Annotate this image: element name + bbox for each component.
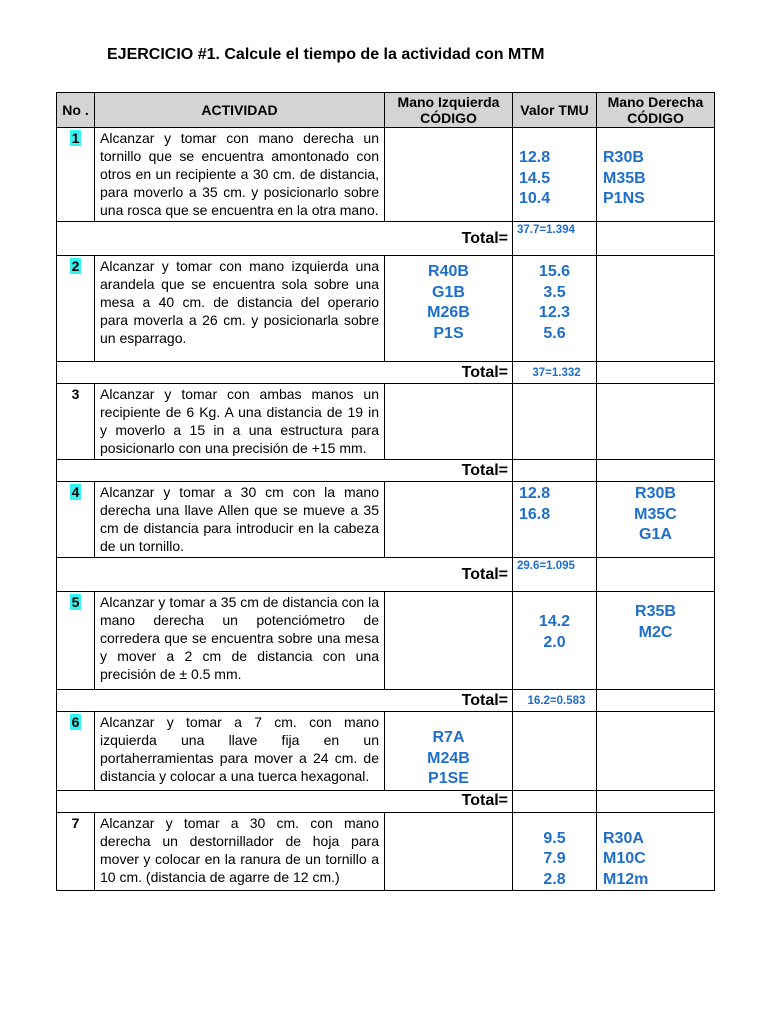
activity-text: Alcanzar y tomar a 30 cm con la mano derecha una llave Allen que se mueve a 35 cm de distancia para introducir en la cabeza de un tornillo. bbox=[95, 482, 385, 558]
table-row bbox=[57, 712, 715, 791]
row-number: 5 bbox=[57, 592, 95, 690]
header-actividad: ACTIVIDAD bbox=[95, 93, 385, 128]
total-value: 37.7=1.394 bbox=[513, 222, 597, 256]
left-hand-codes bbox=[385, 482, 513, 558]
right-hand-codes: R30B M35C G1A bbox=[597, 482, 715, 558]
total-row bbox=[57, 558, 715, 592]
header-mano-derecha: Mano Derecha CÓDIGO bbox=[597, 93, 715, 128]
page-title: EJERCICIO #1. Calcule el tiempo de la actividad con MTM bbox=[107, 46, 545, 63]
right-hand-codes: R30A M10C M12m bbox=[597, 812, 715, 891]
row-number: 2 bbox=[57, 256, 95, 362]
total-label: Total= bbox=[57, 362, 513, 384]
total-value: 29.6=1.095 bbox=[513, 558, 597, 592]
right-hand-codes bbox=[597, 712, 715, 791]
table-row bbox=[57, 128, 715, 222]
table-row bbox=[57, 384, 715, 460]
left-hand-codes: R40B G1B M26B P1S bbox=[385, 256, 513, 362]
table-row bbox=[57, 592, 715, 690]
tmu-values: 9.5 7.9 2.8 bbox=[513, 812, 597, 891]
activity-text: Alcanzar y tomar con mano izquierda una arandela que se encuentra sola sobre una mesa a 40 cm. de distancia del operario para moverla a 26 cm. y posicionarla sobre un esparrago. bbox=[95, 256, 385, 362]
row-number: 4 bbox=[57, 482, 95, 558]
table-row bbox=[57, 482, 715, 558]
total-row bbox=[57, 790, 715, 812]
total-value bbox=[513, 460, 597, 482]
total-label: Total= bbox=[57, 790, 513, 812]
row-number: 6 bbox=[57, 712, 95, 791]
total-label: Total= bbox=[57, 690, 513, 712]
total-row bbox=[57, 222, 715, 256]
table-row bbox=[57, 256, 715, 362]
total-value: 16.2=0.583 bbox=[513, 690, 597, 712]
header-row bbox=[57, 93, 715, 128]
right-hand-codes bbox=[597, 256, 715, 362]
mtm-table bbox=[56, 92, 715, 891]
tmu-values: 12.8 16.8 bbox=[513, 482, 597, 558]
total-row bbox=[57, 460, 715, 482]
right-hand-codes: R30B M35B P1NS bbox=[597, 128, 715, 222]
tmu-values bbox=[513, 712, 597, 791]
left-hand-codes: R7A M24B P1SE bbox=[385, 712, 513, 791]
left-hand-codes bbox=[385, 384, 513, 460]
tmu-values: 14.2 2.0 bbox=[513, 592, 597, 690]
right-hand-codes: R35B M2C bbox=[597, 592, 715, 690]
total-label: Total= bbox=[57, 460, 513, 482]
total-label: Total= bbox=[57, 222, 513, 256]
row-number: 7 bbox=[57, 812, 95, 891]
activity-text: Alcanzar y tomar a 30 cm. con mano derecha un destornillador de hoja para mover y colocar en la ranura de un tornillo a 10 cm. (distancia de agarre de 12 cm.) bbox=[95, 812, 385, 891]
header-valor-tmu: Valor TMU bbox=[513, 93, 597, 128]
activity-text: Alcanzar y tomar a 35 cm de distancia con la mano derecha un potenciómetro de corredera que se encuentra sobre una mesa y mover a 2 cm de distancia con una precisión de ± 0.5 mm. bbox=[95, 592, 385, 690]
right-hand-codes bbox=[597, 384, 715, 460]
total-label: Total= bbox=[57, 558, 513, 592]
activity-text: Alcanzar y tomar con mano derecha un tornillo que se encuentra amontonado con otros en un recipiente a 30 cm. de distancia, para moverlo a 35 cm. y posicionarlo sobre una rosca que se encuentra en la otra mano. bbox=[95, 128, 385, 222]
left-hand-codes bbox=[385, 128, 513, 222]
left-hand-codes bbox=[385, 592, 513, 690]
table-row bbox=[57, 812, 715, 891]
left-hand-codes bbox=[385, 812, 513, 891]
tmu-values: 12.8 14.5 10.4 bbox=[513, 128, 597, 222]
activity-text: Alcanzar y tomar con ambas manos un recipiente de 6 Kg. A una distancia de 19 in y moverlo a 15 in a una estructura para posicionarlo con una precisión de +15 mm. bbox=[95, 384, 385, 460]
row-number: 1 bbox=[57, 128, 95, 222]
total-value bbox=[513, 790, 597, 812]
tmu-values: 15.6 3.5 12.3 5.6 bbox=[513, 256, 597, 362]
header-mano-izquierda: Mano Izquierda CÓDIGO bbox=[385, 93, 513, 128]
total-row bbox=[57, 690, 715, 712]
total-value: 37=1.332 bbox=[513, 362, 597, 384]
header-no: No . bbox=[57, 93, 95, 128]
activity-text: Alcanzar y tomar a 7 cm. con mano izquierda una llave fija en un portaherramientas para mover a 24 cm. de distancia y colocar a una tuerca hexagonal. bbox=[95, 712, 385, 791]
total-row bbox=[57, 362, 715, 384]
tmu-values bbox=[513, 384, 597, 460]
row-number: 3 bbox=[57, 384, 95, 460]
